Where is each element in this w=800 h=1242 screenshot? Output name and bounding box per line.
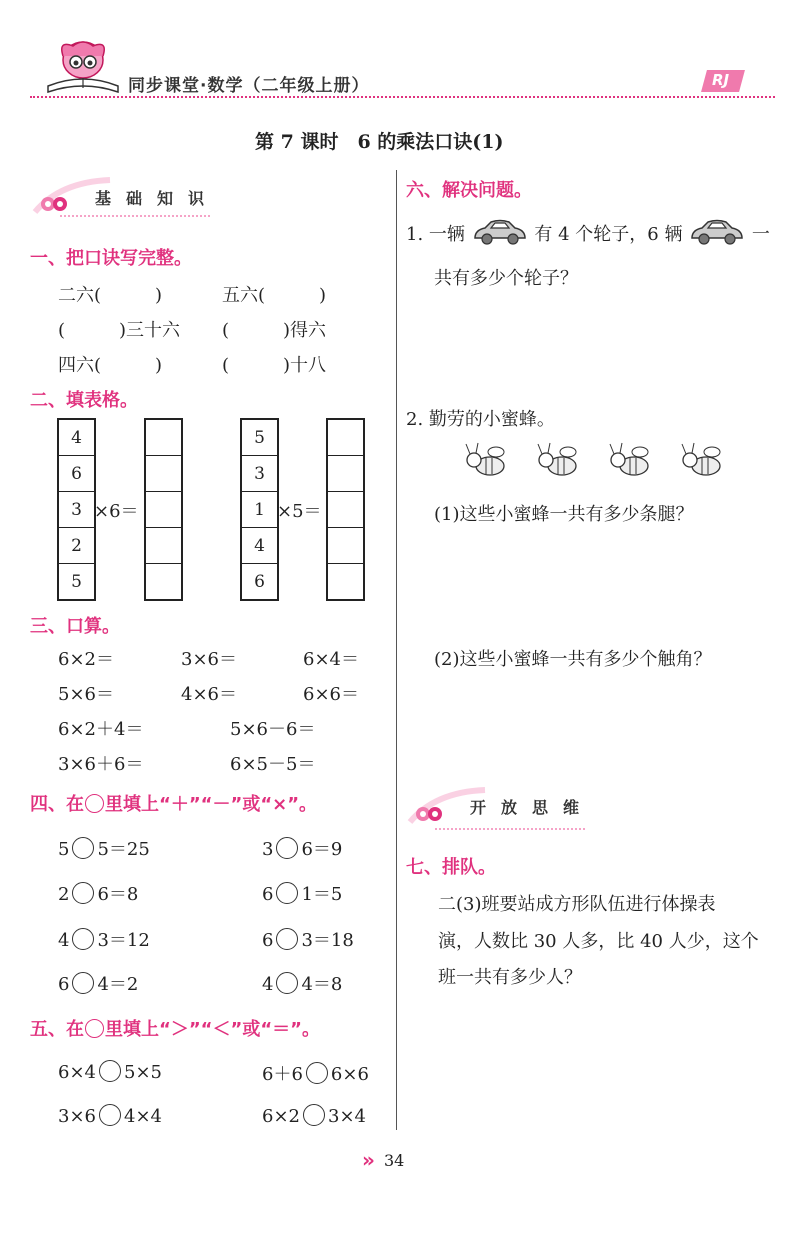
op-item: 6 1＝5: [262, 884, 343, 905]
calc-item: 6×4＝: [303, 649, 359, 670]
section-1-title: 一、把口诀写完整。: [30, 248, 192, 269]
answer-cell[interactable]: [328, 420, 363, 456]
answer-circle[interactable]: [306, 1062, 328, 1084]
section-3-title: 三、口算。: [30, 616, 120, 637]
op-item: 6 3＝18: [262, 930, 354, 951]
left-value: 2: [59, 528, 94, 564]
calc-item: 4×6＝: [181, 684, 237, 705]
sec1-r2-c1: ( )三十六: [58, 320, 181, 341]
column-divider: [396, 170, 397, 1130]
section-7-title: 七、排队。: [406, 857, 496, 878]
op-item: 4 3＝12: [58, 930, 150, 951]
sec7-line1: 二(3)班要站成方形队伍进行体操表: [438, 894, 716, 915]
calc-item: 6×2＋4＝: [58, 719, 144, 740]
header-rule: [30, 96, 775, 98]
right-value: 3: [242, 456, 277, 492]
page-number: 34: [384, 1151, 405, 1170]
basics-banner-title: 基础知识: [95, 189, 220, 208]
sec1-r2-c2: ( )得六: [222, 320, 327, 341]
answer-cell[interactable]: [328, 564, 363, 599]
table-right-operator: ×5＝: [277, 501, 322, 522]
answer-cell[interactable]: [328, 492, 363, 528]
sec7-line3: 班一共有多少人？: [438, 967, 582, 988]
answer-cell[interactable]: [146, 420, 181, 456]
section-4-title-a: 四、在: [30, 794, 84, 815]
answer-cell[interactable]: [146, 456, 181, 492]
car-icon: [471, 218, 529, 246]
right-value: 1: [242, 492, 277, 528]
answer-cell[interactable]: [328, 528, 363, 564]
q1-line2: 共有多少个轮子？: [434, 268, 578, 289]
car-icon: [688, 218, 746, 246]
answer-circle[interactable]: [276, 928, 298, 950]
q2-title: 2. 勤劳的小蜜蜂。: [406, 409, 555, 430]
bee-icon: [682, 443, 720, 475]
q2-sub2: (2)这些小蜜蜂一共有多少个触角？: [434, 649, 712, 670]
header-mascot: [38, 38, 128, 98]
section-5-title-b: 里填上“＞”“＜”或“＝”。: [105, 1019, 320, 1040]
answer-cell[interactable]: [146, 492, 181, 528]
answer-circle[interactable]: [99, 1104, 121, 1126]
sec1-r1-c2: 五六( ): [222, 285, 327, 306]
right-value: 5: [242, 420, 277, 456]
section-5-title-a: 五、在: [30, 1019, 84, 1040]
op-item: 4 4＝8: [262, 974, 343, 995]
table-right-answers: [326, 418, 365, 601]
sec7-line2: 演，人数比 30 人多，比 40 人少，这个: [438, 931, 759, 952]
answer-circle[interactable]: [72, 882, 94, 904]
circle-icon: [85, 794, 104, 813]
open-banner-title: 开放思维: [470, 798, 595, 817]
op-item: 2 6＝8: [58, 884, 139, 905]
page-number-arrow-icon: »: [362, 1148, 375, 1172]
bees-row: [460, 440, 740, 485]
op-item: 5 5＝25: [58, 839, 150, 860]
header-title: 同步课堂·数学（二年级上册）: [128, 76, 370, 96]
calc-item: 3×6＋6＝: [58, 754, 144, 775]
left-value: 6: [59, 456, 94, 492]
section-4-title: [30, 790, 317, 816]
calc-item: 5×6－6＝: [230, 719, 316, 740]
op-item: 3 6＝9: [262, 839, 343, 860]
answer-circle[interactable]: [276, 837, 298, 859]
right-value: 6: [254, 571, 265, 592]
answer-circle[interactable]: [72, 972, 94, 994]
section-6-title: 六、解决问题。: [406, 180, 532, 201]
compare-item: 6×4 5×5: [58, 1062, 162, 1083]
answer-circle[interactable]: [99, 1060, 121, 1082]
sec1-r3-c2: ( )十八: [222, 355, 327, 376]
lesson-title: 第 7 课时 6 的乘法口诀(1): [255, 131, 504, 153]
answer-circle[interactable]: [276, 972, 298, 994]
calc-item: 3×6＝: [181, 649, 237, 670]
section-4-title-b: 里填上“＋”“－”或“×”。: [105, 794, 318, 815]
q1-line1: 1. 一辆 有 4 个轮子，6 辆 一: [406, 218, 770, 246]
circle-icon: [85, 1019, 104, 1038]
bee-icon: [538, 443, 576, 475]
left-value: 3: [59, 492, 94, 528]
table-right-values: [240, 418, 279, 601]
table-left-values: [57, 418, 96, 601]
answer-cell[interactable]: [328, 456, 363, 492]
answer-circle[interactable]: [72, 928, 94, 950]
section-5-title: [30, 1015, 320, 1041]
answer-cell[interactable]: [146, 528, 181, 564]
left-value: 5: [71, 571, 82, 592]
answer-circle[interactable]: [303, 1104, 325, 1126]
sec1-r3-c1: 四六( ): [58, 355, 163, 376]
header-badge-text: RJ: [712, 71, 730, 89]
q2-sub1: (1)这些小蜜蜂一共有多少条腿？: [434, 504, 694, 525]
section-2-title: 二、填表格。: [30, 390, 138, 411]
compare-item: 6＋6 6×6: [262, 1064, 369, 1085]
sec1-r1-c1: 二六( ): [58, 285, 163, 306]
open-banner-dots: [435, 828, 585, 830]
op-item: 6 4＝2: [58, 974, 139, 995]
table-left-answers: [144, 418, 183, 601]
answer-circle[interactable]: [276, 882, 298, 904]
bee-icon: [466, 443, 504, 475]
calc-item: 6×5－5＝: [230, 754, 316, 775]
calc-item: 6×2＝: [58, 649, 114, 670]
basics-banner-dots: [60, 215, 210, 217]
answer-cell[interactable]: [146, 564, 181, 599]
compare-item: 6×2 3×4: [262, 1106, 366, 1127]
calc-item: 5×6＝: [58, 684, 114, 705]
calc-item: 6×6＝: [303, 684, 359, 705]
right-value: 4: [242, 528, 277, 564]
bee-icon: [610, 443, 648, 475]
compare-item: 3×6 4×4: [58, 1106, 162, 1127]
table-left-operator: ×6＝: [94, 501, 139, 522]
left-value: 4: [59, 420, 94, 456]
answer-circle[interactable]: [72, 837, 94, 859]
